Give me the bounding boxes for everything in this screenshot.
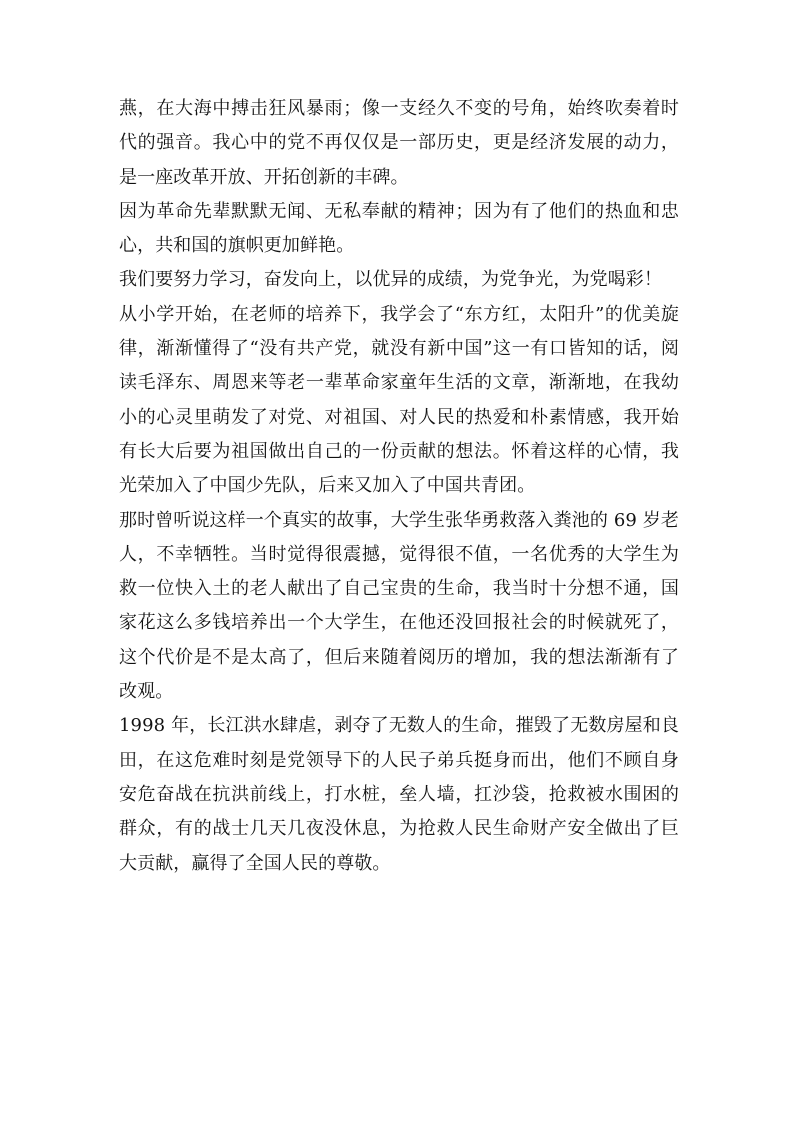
paragraph-2: 因为革命先辈默默无闻、无私奉献的精神；因为有了他们的热血和忠心，共和国的旗帜更加鲜艳。 (119, 200, 679, 257)
document-page (119, 92, 679, 881)
paragraph-5: 那时曾听说这样一个真实的故事，大学生张华勇救落入粪池的 69 岁老人，不幸牺牲。当时觉得很震撼，觉得很不值，一名优秀的大学生为救一位快入土的老人献出了自己宝贵的生命，我当时十分想不通，国家花这么多钱培养出一个大学生，在他还没回报社会的时候就死了，这个代价是不是太高了，但后来随着阅历的增加，我的想法渐渐有了改观。 (119, 509, 679, 703)
paragraph-4: 从小学开始，在老师的培养下，我学会了“东方红，太阳升”的优美旋律，渐渐懂得了“没有共产党，就没有新中国”这一有口皆知的话，阅读毛泽东、周恩来等老一辈革命家童年生活的文章，渐渐地，在我幼小的心灵里萌发了对党、对祖国、对人民的热爱和朴素情感，我开始有长大后要为祖国做出自己的一份贡献的想法。怀着这样的心情，我光荣加入了中国少先队，后来又加入了中国共青团。 (119, 303, 679, 497)
paragraph-6: 1998 年，长江洪水肆虐，剥夺了无数人的生命，摧毁了无数房屋和良田，在这危难时刻是党领导下的人民子弟兵挺身而出，他们不顾自身安危奋战在抗洪前线上，打水桩，垒人墙，扛沙袋，抢救被水围困的群众，有的战士几天几夜没休息，为抢救人民生命财产安全做出了巨大贡献，赢得了全国人民的尊敬。 (119, 715, 679, 874)
paragraph-3: 我们要努力学习，奋发向上，以优异的成绩，为党争光，为党喝彩！ (119, 269, 662, 291)
paragraph-1: 燕，在大海中搏击狂风暴雨；像一支经久不变的号角，始终吹奏着时代的强音。我心中的党不再仅仅是一部历史，更是经济发展的动力，是一座改革开放、开拓创新的丰碑。 (119, 98, 679, 188)
